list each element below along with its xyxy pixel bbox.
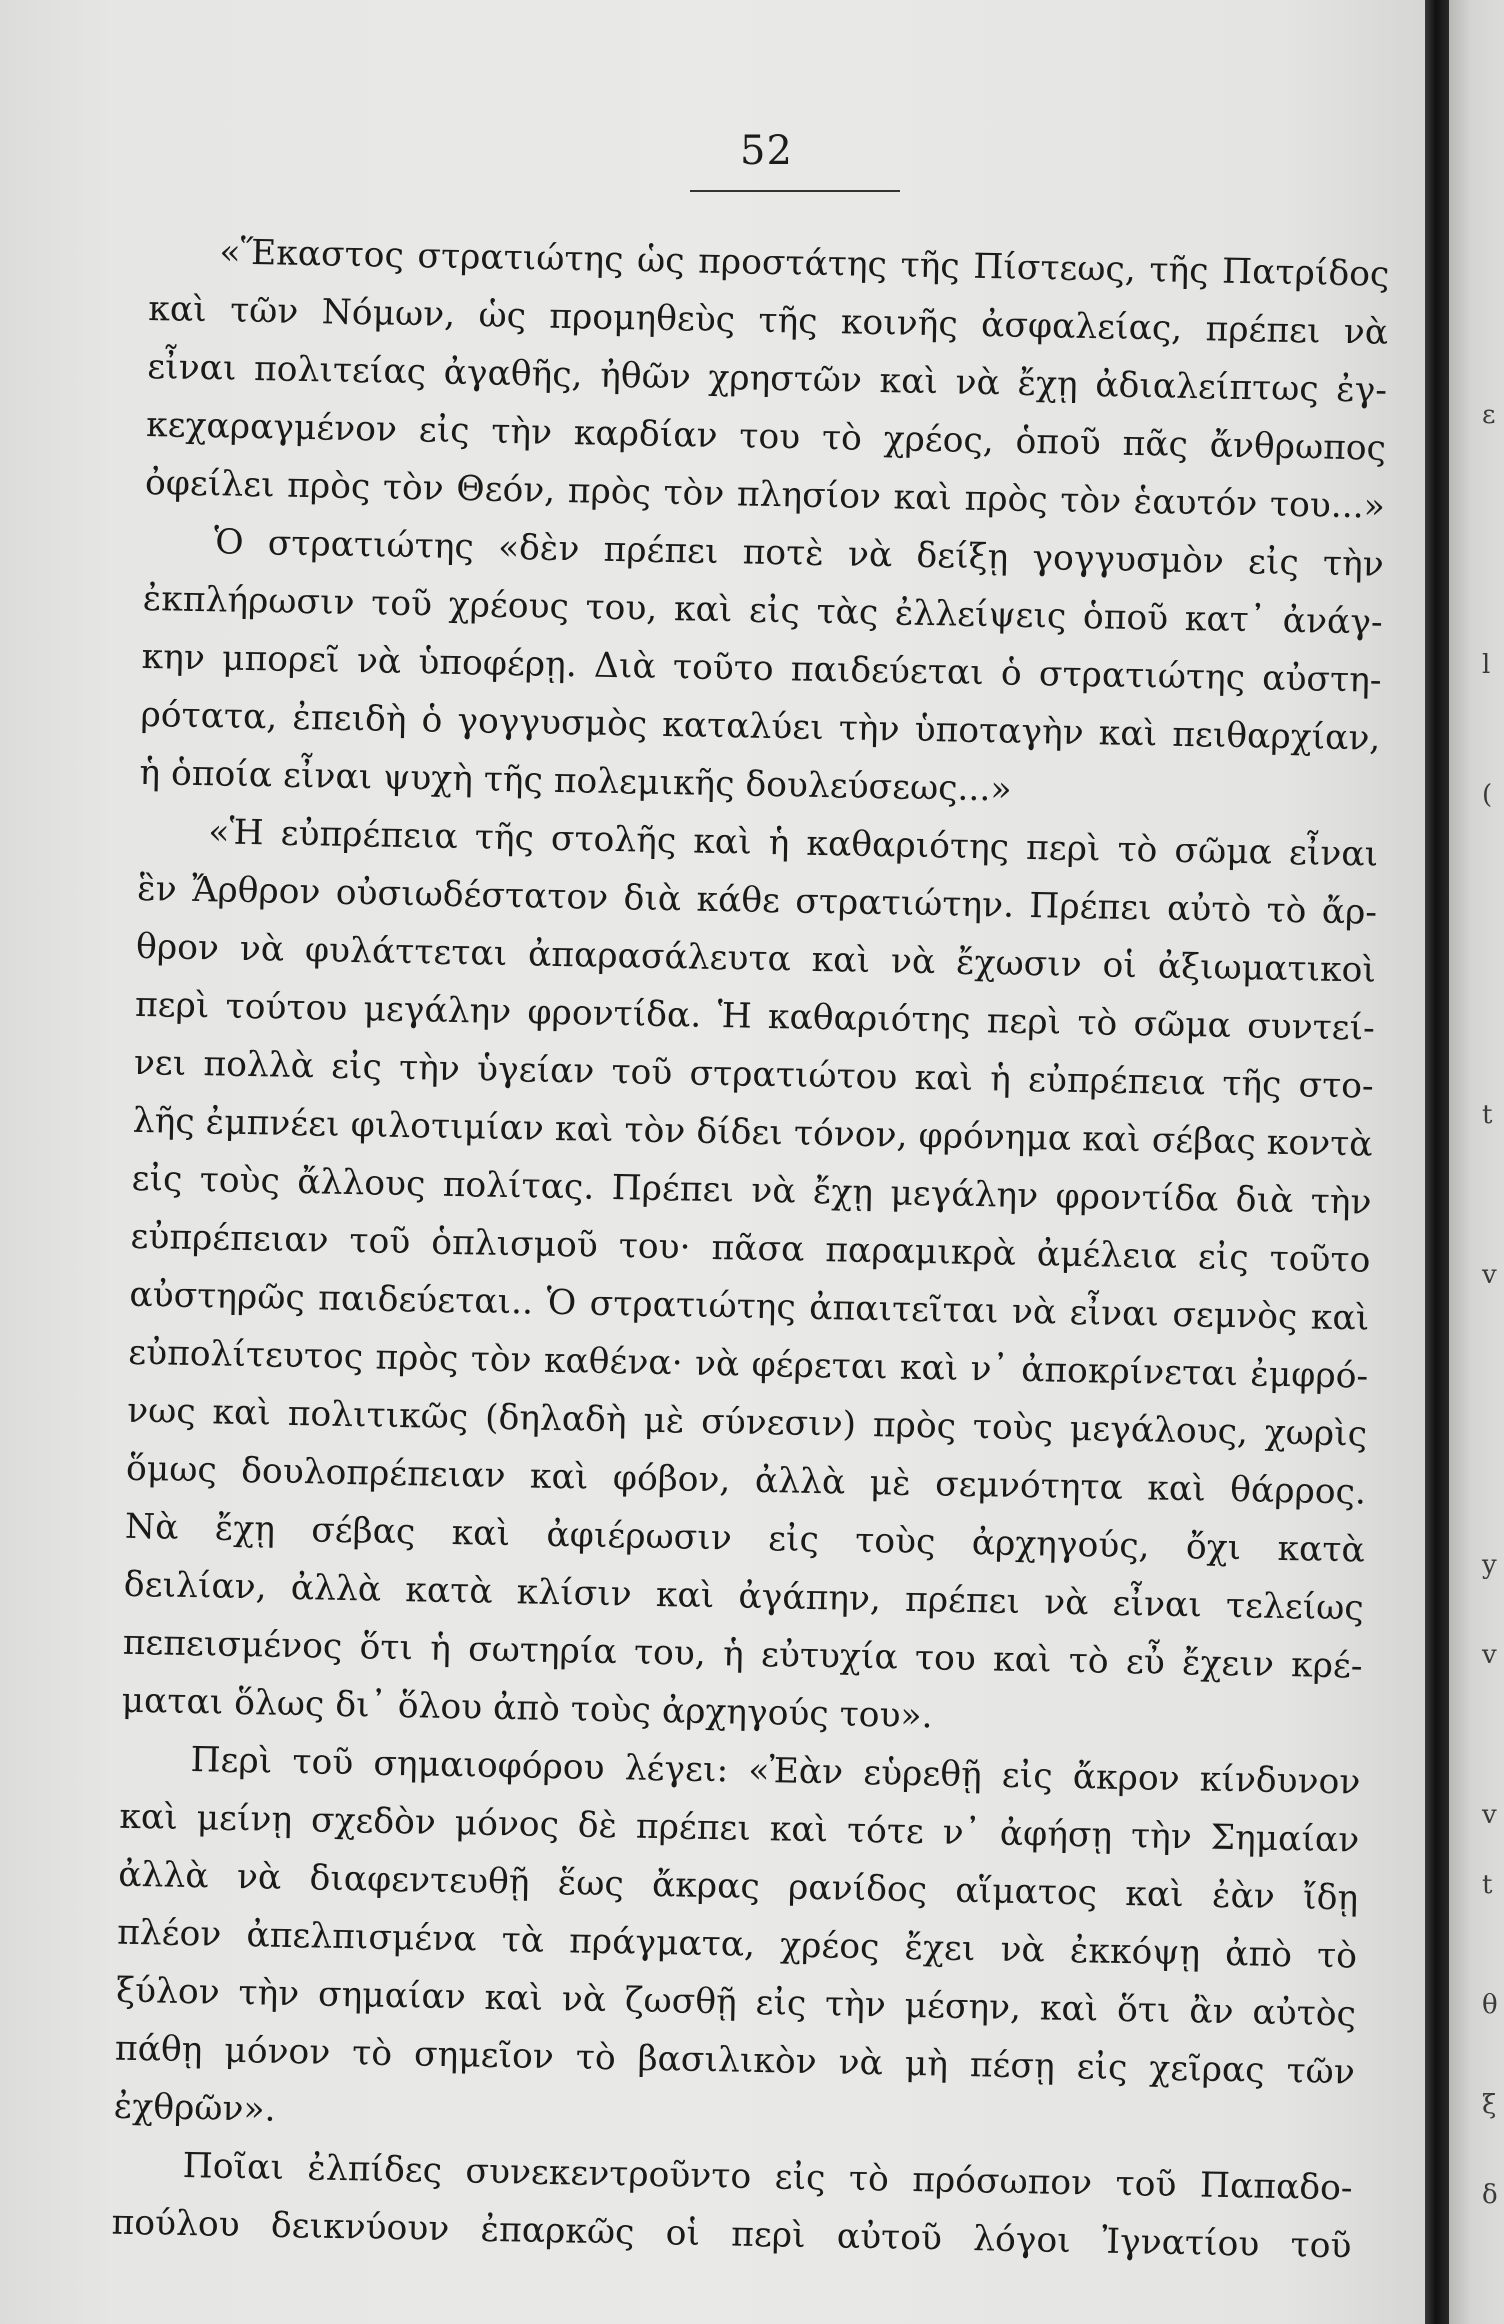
text-line: καὶ τῶν Νόμων, ὡς προμηθεὺς τῆς κοινῆς ἀσφαλείας, πρέπει νὰ	[148, 288, 1389, 353]
facing-page-letter: ε	[1482, 400, 1496, 430]
facing-page-letter: v	[1482, 1260, 1497, 1290]
text-line: ἡ ὁποία εἶναι ψυχὴ τῆς πολεμικῆς δουλεύσεως...»	[139, 752, 1012, 810]
text-line: καὶ μείνῃ σχεδὸν μόνος δὲ πρέπει καὶ τότε ν᾽ ἀφήσῃ τὴν Σημαίαν	[119, 1796, 1360, 1861]
text-line: λῆς ἐμπνέει φιλοτιμίαν καὶ τὸν δίδει τόνον, φρόνημα καὶ σέβας κοντὰ	[132, 1100, 1373, 1165]
text-line: εὐπρέπειαν τοῦ ὁπλισμοῦ του· πᾶσα παραμικρὰ ἀμέλεια εἰς τοῦτο	[130, 1216, 1371, 1281]
text-line: αὐστηρῶς παιδεύεται.. Ὁ στρατιώτης ἀπαιτεῖται νὰ εἶναι σεμνὸς καὶ	[129, 1274, 1370, 1339]
facing-page-letter: θ	[1482, 1990, 1498, 2020]
facing-page-letter: v	[1482, 1800, 1497, 1830]
text-line: ἀλλὰ νὰ διαφεντευθῇ ἕως ἄκρας ρανίδος αἵματος καὶ ἐὰν ἴδῃ	[117, 1854, 1359, 1919]
text-line: πλέον ἀπελπισμένα τὰ πράγματα, χρέος ἔχει νὰ ἐκκόψῃ ἀπὸ τὸ	[116, 1912, 1358, 1977]
text-line: «Ἡ εὐπρέπεια τῆς στολῆς καὶ ἡ καθαριότης περὶ τὸ σῶμα εἶναι	[207, 812, 1379, 875]
facing-page-letter: (	[1482, 780, 1493, 810]
text-line: κεχαραγμένον εἰς τὴν καρδίαν του τὸ χρέος, ὁποῦ πᾶς ἄνθρωπος	[145, 404, 1387, 469]
text-line: ὀφείλει πρὸς τὸν Θεόν, πρὸς τὸν πλησίον καὶ πρὸς τὸν ἑαυτόν του...»	[144, 462, 1386, 527]
text-line: θρον νὰ φυλάττεται ἀπαρασάλευτα καὶ νὰ ἔχωσιν οἱ ἀξιωματικοὶ	[135, 926, 1377, 991]
text-line: εἶναι πολιτείας ἀγαθῆς, ἠθῶν χρηστῶν καὶ νὰ ἔχῃ ἀδιαλείπτως ἐγ-	[146, 346, 1388, 411]
facing-page-letter: l	[1482, 650, 1491, 680]
text-line: πάθῃ μόνον τὸ σημεῖον τὸ βασιλικὸν νὰ μὴ πέσῃ εἰς χεῖρας τῶν	[114, 2028, 1356, 2093]
text-line: ἓν Ἄρθρον οὐσιωδέστατον διὰ κάθε στρατιώτην. Πρέπει αὐτὸ τὸ ἄρ-	[136, 868, 1378, 933]
facing-page-letter: δ	[1482, 2180, 1498, 2210]
text-line: ἐκπλήρωσιν τοῦ χρέους του, καὶ εἰς τὰς ἐλλείψεις ὁποῦ κατ᾽ ἀνάγ-	[142, 578, 1383, 643]
facing-page-letter: y	[1482, 1550, 1497, 1580]
body-text	[111, 225, 1390, 2267]
book-gutter	[1425, 0, 1449, 2324]
text-line: μαται ὅλως δι᾽ ὅλου ἀπὸ τοὺς ἀρχηγούς του».	[121, 1680, 933, 1737]
text-line: δειλίαν, ἀλλὰ κατὰ κλίσιν καὶ ἀγάπην, πρέπει νὰ εἶναι τελείως	[123, 1564, 1365, 1629]
text-line: περὶ τούτου μεγάλην φροντίδα. Ἡ καθαριότης περὶ τὸ σῶμα συντεί-	[134, 984, 1376, 1049]
facing-page-letter: v	[1482, 1640, 1497, 1670]
text-line: κην μπορεῖ νὰ ὑποφέρῃ. Διὰ τοῦτο παιδεύεται ὁ στρατιώτης αὐστη-	[141, 636, 1382, 701]
text-line: Νὰ ἔχῃ σέβας καὶ ἀφιέρωσιν εἰς τοὺς ἀρχηγούς, ὄχι κατὰ	[124, 1506, 1366, 1571]
text-line: ἐχθρῶν».	[113, 2086, 276, 2130]
text-line: πεπεισμένος ὅτι ἡ σωτηρία του, ἡ εὐτυχία του καὶ τὸ εὖ ἔχειν κρέ-	[122, 1622, 1363, 1687]
text-line: Περὶ τοῦ σημαιοφόρου λέγει: «Ἐὰν εὑρεθῇ εἰς ἄκρον κίνδυνον	[190, 1740, 1361, 1803]
page-number: 52	[740, 128, 793, 174]
facing-page-letter: ξ	[1482, 2090, 1497, 2120]
text-line: νει πολλὰ εἰς τὴν ὑγείαν τοῦ στρατιώτου καὶ ἡ εὐπρέπεια τῆς στο-	[133, 1042, 1375, 1107]
text-line: εὐπολίτευτος πρὸς τὸν καθένα· νὰ φέρεται καὶ ν᾽ ἀποκρίνεται ἐμφρό-	[127, 1332, 1369, 1397]
text-line: «Ἕκαστος στρατιώτης ὡς προστάτης τῆς Πίστεως, τῆς Πατρίδος	[219, 232, 1390, 295]
text-line: ρότατα, ἐπειδὴ ὁ γογγυσμὸς καταλύει τὴν ὑποταγὴν καὶ πειθαρχίαν,	[140, 694, 1381, 759]
facing-page-edge	[1449, 0, 1504, 2324]
facing-page-letter: t	[1482, 1100, 1493, 1130]
facing-page-letter: t	[1482, 1870, 1493, 1900]
text-line: εἰς τοὺς ἄλλους πολίτας. Πρέπει νὰ ἔχῃ μεγάλην φροντίδα διὰ τὴν	[131, 1158, 1372, 1223]
text-line: Ποῖαι ἐλπίδες συνεκεντροῦντο εἰς τὸ πρόσωπον τοῦ Παπαδο-	[182, 2145, 1353, 2209]
text-line: ξύλον τὴν σημαίαν καὶ νὰ ζωσθῇ εἰς τὴν μέσην, καὶ ὅτι ἂν αὐτὸς	[115, 1970, 1357, 2035]
page-number-rule	[690, 190, 900, 192]
text-line: νως καὶ πολιτικῶς (δηλαδὴ μὲ σύνεσιν) πρὸς τοὺς μεγάλους, χωρὶς	[126, 1390, 1368, 1455]
text-line: πούλου δεικνύουν ἐπαρκῶς οἱ περὶ αὐτοῦ λόγοι Ἰγνατίου τοῦ	[111, 2202, 1352, 2267]
text-line: Ὁ στρατιώτης «δὲν πρέπει ποτὲ νὰ δείξῃ γογγυσμὸν εἰς τὴν	[213, 522, 1385, 585]
text-line: ὅμως δουλοπρέπειαν καὶ φόβον, ἀλλὰ μὲ σεμνότητα καὶ θάρρος.	[125, 1448, 1367, 1513]
